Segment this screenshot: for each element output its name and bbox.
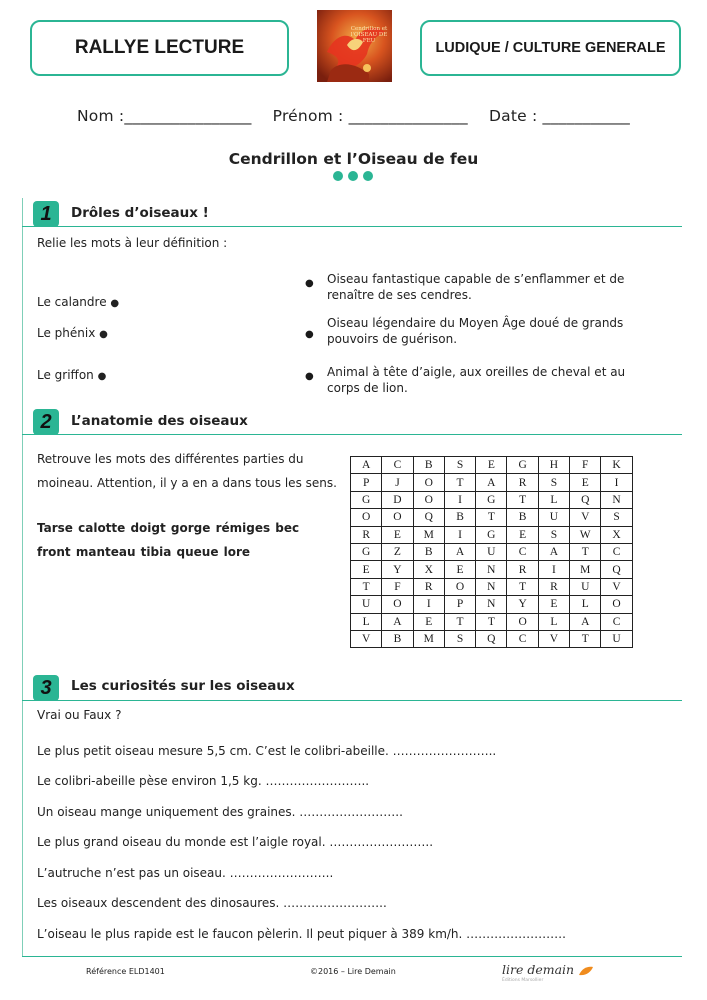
grid-cell[interactable]: A [476, 474, 507, 491]
grid-row [351, 526, 633, 543]
grid-cell[interactable]: S [538, 526, 569, 543]
title-dot [333, 171, 343, 181]
ludique-box [420, 20, 681, 76]
grid-cell[interactable]: O [351, 509, 382, 526]
grid-cell[interactable]: G [351, 491, 382, 508]
word-search-grid [350, 456, 633, 648]
grid-cell[interactable]: R [507, 561, 538, 578]
date-field[interactable]: Date : ___________ [489, 107, 630, 125]
prenom-field[interactable]: Prénom : _______________ [272, 107, 468, 125]
footer-reference: Référence ELD1401 [86, 967, 165, 976]
grid-cell[interactable]: O [601, 596, 632, 613]
grid-cell[interactable]: L [538, 613, 569, 630]
grid-cell[interactable]: N [476, 596, 507, 613]
footer-rule [22, 956, 682, 957]
grid-cell[interactable]: T [507, 578, 538, 595]
grid-cell[interactable]: T [476, 509, 507, 526]
section-3-instruction: Vrai ou Faux ? [37, 708, 122, 722]
nom-field[interactable]: Nom :________________ [77, 107, 252, 125]
grid-row [351, 578, 633, 595]
grid-cell[interactable]: X [601, 526, 632, 543]
grid-row [351, 509, 633, 526]
grid-cell[interactable]: A [382, 613, 413, 630]
statement[interactable]: Le plus grand oiseau du monde est l’aigle royal. …………………….. [37, 835, 434, 849]
statement[interactable]: L’autruche n’est pas un oiseau. …………………….. [37, 866, 334, 880]
grid-cell[interactable]: U [476, 543, 507, 560]
grid-cell[interactable]: H [538, 457, 569, 474]
grid-cell[interactable]: E [507, 526, 538, 543]
grid-row [351, 613, 633, 630]
grid-cell[interactable]: R [413, 578, 444, 595]
definition-griffon: Animal à tête d’aigle, aux oreilles de cheval et au corps de lion. [327, 365, 626, 395]
bullet-dot[interactable]: ● [305, 278, 314, 289]
grid-cell[interactable]: E [444, 561, 475, 578]
grid-cell[interactable]: E [413, 613, 444, 630]
grid-cell[interactable]: N [476, 561, 507, 578]
grid-cell[interactable]: G [476, 491, 507, 508]
grid-cell[interactable]: E [351, 561, 382, 578]
grid-cell[interactable]: U [538, 509, 569, 526]
grid-cell[interactable]: E [570, 474, 601, 491]
grid-cell[interactable]: Y [507, 596, 538, 613]
grid-cell[interactable]: B [507, 509, 538, 526]
identity-line [0, 107, 707, 125]
grid-cell[interactable]: F [570, 457, 601, 474]
grid-cell[interactable]: T [444, 474, 475, 491]
word-griffon[interactable]: Le griffon ● [37, 368, 107, 382]
grid-cell[interactable]: R [507, 474, 538, 491]
grid-cell[interactable]: I [444, 491, 475, 508]
statement[interactable]: Le colibri-abeille pèse environ 1,5 kg. …………………….. [37, 774, 370, 788]
grid-cell[interactable]: V [601, 578, 632, 595]
grid-row [351, 491, 633, 508]
grid-cell[interactable]: Q [413, 509, 444, 526]
section-3-number: 3 [33, 675, 59, 701]
grid-cell[interactable]: U [351, 596, 382, 613]
rallye-lecture-box [30, 20, 289, 76]
grid-row [351, 561, 633, 578]
bullet-dot[interactable]: ● [305, 329, 314, 340]
grid-cell[interactable]: R [538, 578, 569, 595]
grid-cell[interactable]: B [382, 630, 413, 647]
grid-cell[interactable]: X [413, 561, 444, 578]
page-title: Cendrillon et l’Oiseau de feu [228, 150, 479, 168]
grid-cell[interactable]: C [382, 457, 413, 474]
title-dot [363, 171, 373, 181]
grid-cell[interactable]: I [413, 596, 444, 613]
grid-cell[interactable]: G [351, 543, 382, 560]
grid-cell[interactable]: U [570, 578, 601, 595]
grid-row [351, 474, 633, 491]
grid-cell[interactable]: S [601, 509, 632, 526]
logo-subtitle: Éditions Marsollier [502, 978, 544, 983]
grid-cell[interactable]: F [382, 578, 413, 595]
grid-cell[interactable]: P [444, 596, 475, 613]
grid-cell[interactable]: I [538, 561, 569, 578]
grid-cell[interactable]: O [382, 509, 413, 526]
grid-cell[interactable]: M [413, 630, 444, 647]
grid-cell[interactable]: N [601, 491, 632, 508]
grid-cell[interactable]: T [351, 578, 382, 595]
grid-cell[interactable]: A [538, 543, 569, 560]
grid-cell[interactable]: N [476, 578, 507, 595]
grid-cell[interactable]: Q [601, 561, 632, 578]
grid-cell[interactable]: V [538, 630, 569, 647]
word-calandre[interactable]: Le calandre ● [37, 295, 120, 309]
word-list: Tarse calotte doigt gorge rémiges bec front manteau tibia queue lore [37, 521, 300, 559]
grid-cell[interactable]: S [444, 630, 475, 647]
grid-cell[interactable]: Q [570, 491, 601, 508]
grid-cell[interactable]: T [570, 630, 601, 647]
grid-cell[interactable]: B [413, 457, 444, 474]
grid-cell[interactable]: E [476, 457, 507, 474]
grid-cell[interactable]: I [601, 474, 632, 491]
grid-cell[interactable]: E [382, 526, 413, 543]
grid-cell[interactable]: Y [382, 561, 413, 578]
grid-cell[interactable]: T [476, 613, 507, 630]
grid-cell[interactable]: A [351, 457, 382, 474]
grid-cell[interactable]: L [351, 613, 382, 630]
section-1-instruction: Relie les mots à leur définition : [37, 236, 228, 250]
grid-row [351, 630, 633, 647]
definition-calandre: Oiseau légendaire du Moyen Âge doué de grands pouvoirs de guérison. [327, 316, 624, 346]
logo-leaf-icon [578, 965, 594, 977]
rallye-lecture-label: RALLYE LECTURE [74, 37, 245, 58]
grid-cell[interactable]: C [507, 543, 538, 560]
grid-cell[interactable]: L [570, 596, 601, 613]
grid-row [351, 457, 633, 474]
grid-cell[interactable]: B [413, 543, 444, 560]
grid-row [351, 596, 633, 613]
grid-cell[interactable]: A [444, 543, 475, 560]
grid-row [351, 543, 633, 560]
title-dot [348, 171, 358, 181]
grid-cell[interactable]: D [382, 491, 413, 508]
grid-cell[interactable]: O [413, 491, 444, 508]
grid-cell[interactable]: P [351, 474, 382, 491]
grid-cell[interactable]: G [476, 526, 507, 543]
bullet-dot: ● [110, 298, 120, 309]
grid-cell[interactable]: W [570, 526, 601, 543]
grid-cell[interactable]: B [444, 509, 475, 526]
grid-cell[interactable]: Z [382, 543, 413, 560]
lire-demain-logo [502, 962, 594, 977]
grid-cell[interactable]: G [507, 457, 538, 474]
grid-cell[interactable]: S [444, 457, 475, 474]
grid-cell[interactable]: V [570, 509, 601, 526]
section-1-title: Drôles d’oiseaux ! [71, 205, 209, 221]
grid-cell[interactable]: C [601, 543, 632, 560]
statement[interactable]: Un oiseau mange uniquement des graines. …………………….. [37, 805, 403, 819]
book-cover-image [317, 10, 392, 82]
statement[interactable]: Le plus petit oiseau mesure 5,5 cm. C’est le colibri-abeille. …………………….. [37, 744, 497, 758]
section-2-instruction: Retrouve les mots des différentes parties du moineau. Attention, il y a en a dans tous les sens. [37, 452, 337, 490]
section-2-rule [22, 434, 682, 435]
grid-cell[interactable]: A [570, 613, 601, 630]
word-phenix[interactable]: Le phénix ● [37, 326, 108, 340]
ludique-label: LUDIQUE / CULTURE GENERALE [435, 40, 666, 56]
bullet-dot: ● [99, 329, 108, 340]
grid-cell[interactable]: T [444, 613, 475, 630]
grid-cell[interactable]: C [507, 630, 538, 647]
grid-cell[interactable]: O [444, 578, 475, 595]
grid-cell[interactable]: T [507, 491, 538, 508]
grid-cell[interactable]: O [413, 474, 444, 491]
definition-phenix: Oiseau fantastique capable de s’enflammer et de renaître de ses cendres. [327, 272, 625, 302]
section-1-rule [22, 226, 682, 227]
statement[interactable]: Les oiseaux descendent des dinosaures. …………………….. [37, 896, 387, 910]
grid-cell[interactable]: J [382, 474, 413, 491]
grid-cell[interactable]: T [570, 543, 601, 560]
statement[interactable]: L’oiseau le plus rapide est le faucon pèlerin. Il peut piquer à 389 km/h. ……………………. [37, 927, 566, 941]
grid-cell[interactable]: E [538, 596, 569, 613]
bullet-dot: ● [97, 371, 107, 382]
cover-title: Cendrillon et l'OISEAU DE FEU [350, 26, 388, 44]
grid-cell[interactable]: Q [476, 630, 507, 647]
grid-cell[interactable]: M [413, 526, 444, 543]
grid-cell[interactable]: V [351, 630, 382, 647]
logo-text: lire demain [502, 962, 575, 977]
grid-cell[interactable]: R [351, 526, 382, 543]
section-1-number: 1 [33, 201, 59, 227]
section-3-title: Les curiosités sur les oiseaux [71, 678, 295, 694]
grid-cell[interactable]: C [601, 613, 632, 630]
bullet-dot[interactable]: ● [305, 371, 314, 382]
grid-cell[interactable]: L [538, 491, 569, 508]
grid-cell[interactable]: I [444, 526, 475, 543]
grid-cell[interactable]: U [601, 630, 632, 647]
grid-cell[interactable]: S [538, 474, 569, 491]
grid-cell[interactable]: K [601, 457, 632, 474]
grid-cell[interactable]: M [570, 561, 601, 578]
section-3-rule [22, 700, 682, 701]
grid-cell[interactable]: O [507, 613, 538, 630]
grid-cell[interactable]: O [382, 596, 413, 613]
section-2-number: 2 [33, 409, 59, 435]
footer-copyright: ©2016 – Lire Demain [310, 967, 396, 976]
section-2-title: L’anatomie des oiseaux [71, 413, 248, 429]
